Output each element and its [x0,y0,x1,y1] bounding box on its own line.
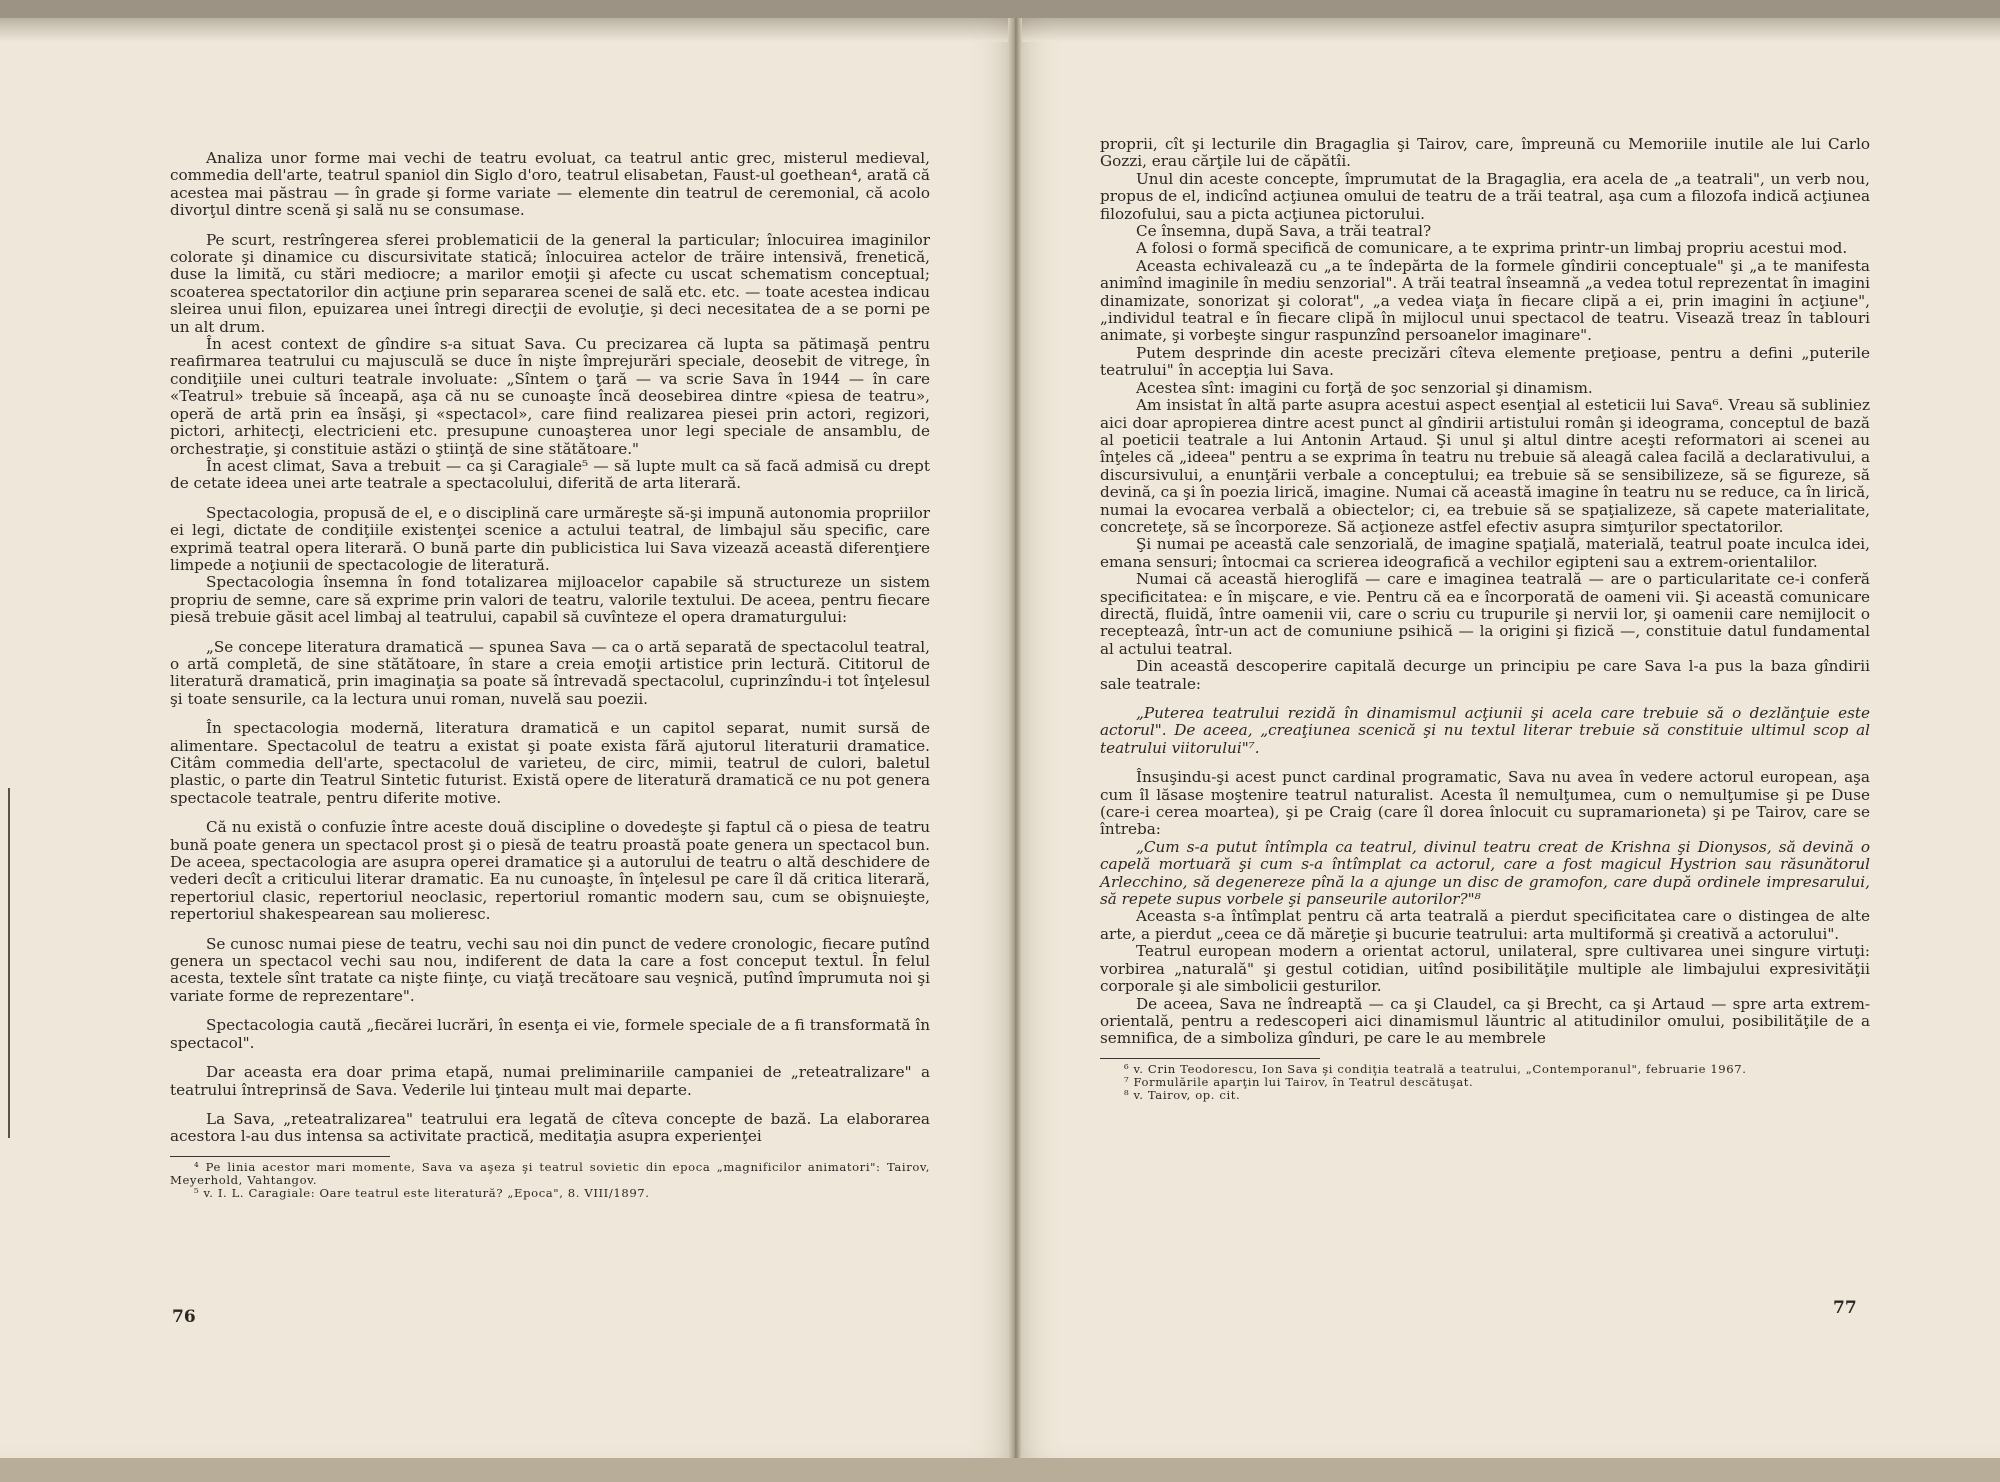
paragraph: Spectacologia însemna în fond totalizarea mijloacelor capabile să structureze un sistem propriu de semne, care să exprime prin valori de teatru, valorile textului. De aceea, pentru fiecare piesă trebuie găsit acel limbaj al teatrului, capabil să cuvînteze el opera dramaturgului: [170,573,930,627]
paragraph: La Sava, „reteatralizarea" teatrului era legată de cîteva concepte de bază. La elaborarea acestora l-au dus intensa sa activitate practică, meditaţia asupra experienţei [170,1109,930,1146]
paragraph: Am insistat în altă parte asupra acestui aspect esenţial al esteticii lui Sava⁶. Vreau să subliniez aici doar apropierea dintre acest punct al gîndirii artistului român şi ideograma, conceptul de bază al poeticii teatrale a lui Antonin Artaud. Şi unul şi altul dintre aceşti reformatori ai scenei au înţeles că „ideea" pentru a se exprima în teatru nu trebuie să aleagă calea facilă a declarativului, a discursivului, a enunţării verbale a conceptului; ea trebuie să se sensibilizeze, să se figureze, să devină, ca şi în poezia lirică, imagine. Numai că această imagine în teatru nu se reduce, ca în lirică, numai la evocarea verbală a obiectelor; ci, ea trebuie să se spaţializeze, să capete materialitate, concreteţe, să se încorporeze. Să acţioneze astfel efectiv asupra simţurilor spectatorilor. [1100,396,1870,536]
page-number: 76 [172,1307,196,1327]
footnote: ⁸ v. Tairov, op. cit. [1124,1087,1241,1102]
page-edge [0,1458,2000,1482]
paragraph: Spectacologia caută „fiecărei lucrări, în esenţa ei vie, formele speciale de a fi transformată în spectacol". [170,1016,930,1052]
footnote: ⁴ Pe linia acestor mari momente, Sava va aşeza şi teatrul sovietic din epoca „magnificilor animatori": Tairov, Meyerhold, Vahtangov. [170,1159,930,1187]
paragraph: Dar aceasta era doar prima etapă, numai preliminariile campaniei de „reteatralizare" a teatrului întreprinsă de Sava. Vederile lui ţinteau mult mai departe. [170,1063,930,1099]
paragraph: Putem desprinde din aceste precizări cîteva elemente preţioase, pentru a defini „puterile teatrului" în accepţia lui Sava. [1100,343,1870,380]
footnote-rule [1100,1058,1320,1059]
paragraph: Spectacologia, propusă de el, e o disciplină care urmăreşte să-şi impună autonomia propriilor ei legi, dictate de condiţiile existenţei scenice a actului teatral, de limbajul său specific, care exprimă teatral opera literară. O bună parte din publicistica lui Sava vizează această diferenţiere limpede a noţiunii de spectacologie de literatură. [170,503,930,574]
quote-paragraph: „Cum s-a putut întîmpla ca teatrul, divinul teatru creat de Krishna şi Dionysos, să devină o capelă mortuară şi cum s-a întîmplat ca actorul, care a fost magicul Hystrion sau răsunătorul Arlecchino, să degenereze pînă la a ajunge un disc de gramofon, care după ordinele impresarului, să repete supus vorbele şi panseurile autorilor?"⁸ [1100,837,1870,909]
paragraph: Şi numai pe această cale senzorială, de imagine spaţială, materială, teatrul poate inculca idei, emana sensuri; întocmai ca scrierea ideografică a vechilor egipteni sau a extrem-orientalilor. [1100,535,1870,571]
left-page [0,18,1015,1458]
left-page-text [170,150,930,1200]
footnote-rule [170,1156,390,1157]
quote-paragraph: „Puterea teatrului rezidă în dinamismul acţiunii şi acela care trebuie să o dezlănţuie este actorul". De aceea, „creaţiunea scenică şi nu textul literar trebuie să constituie ultimul scop al teatrului viitorului"⁷. [1100,704,1870,757]
paragraph: Acestea sînt: imagini cu forţă de şoc senzorial şi dinamism. [1136,378,1593,397]
footnote: ⁵ v. I. L. Caragiale: Oare teatrul este literatură? „Epoca", 8. VIII/1897. [194,1185,650,1200]
paragraph: Unul din aceste concepte, împrumutat de la Bragaglia, era acela de „a teatrali", un verb nou, propus de el, indicînd acţiunea omului de teatru de a trăi teatral, aşa cum a filozofa indică acţiunea filozofului, sau a picta acţiunea pictorului. [1100,169,1870,223]
paragraph: Teatrul european modern a orientat actorul, unilateral, spre cultivarea unei singure virtuţi: vorbirea „naturală" şi gestul cotidian, uitînd posibilităţile multiple ale limbajului expresivităţii corporale şi ale simbolicii gesturilor. [1100,942,1870,996]
paragraph: Analiza unor forme mai vechi de teatru evoluat, ca teatrul antic grec, misterul medieval, commedia dell'arte, teatrul spaniol din Siglo d'oro, teatrul elisabetan, Faust-ul goethean⁴, arată că acestea mai păstrau — în grade şi forme variate — elemente din teatrul de ceremonial, că acolo divorţul dintre scenă şi sală nu se consumase. [170,149,930,220]
paragraph: Numai că această hieroglifă — care e imaginea teatrală — are o particularitate ce-i conferă specificitatea: e în mişcare, e vie. Pentru că ea e încorporată de oameni vii. Şi această comunicare directă, fluidă, între oamenii vii, care o scriu cu trupurile şi nervii lor, şi oamenii care nemijlocit o recepteazâ, într-un act de comuniune psihică — la origini şi fizică —, constituie datul fundamental al actului teatral. [1100,570,1870,658]
right-page-text [1100,136,1870,1102]
paragraph: De aceea, Sava ne îndreaptă — ca şi Claudel, ca şi Brecht, ca şi Artaud — spre arta extrem-orientală, pentru a redescoperi aici dinamismul lăuntric al atitudinilor omului, posibilităţile de a semnifica, de a simboliza gînduri, pe care le au membrele [1100,994,1870,1048]
paragraph: În acest context de gîndire s-a situat Sava. Cu precizarea că lupta sa pătimaşă pentru reafirmarea teatrului cu majusculă se duce în nişte împrejurări speciale, deosebit de vitrege, în condiţiile unei culturi teatrale involuate: „Sîntem o ţară — va scrie Sava în 1944 — în care «Teatrul» trebuie să înceapă, aşa că nu se cunoaşte încă deosebirea dintre «piesa de teatru», operă de artă prin ea însăşi, şi «spectacol», care fiind realizarea piesei prin actori, regizori, pictori, arhitecţi, electricieni etc. presupune cunoaşterea unor legi speciale de ansamblu, de orchestraţie, şi constituie astăzi o ştiinţă de sine stătătoare." [170,335,930,458]
book-gutter [1008,18,1022,1458]
paragraph: proprii, cît şi lecturile din Bragaglia şi Tairov, care, împreună cu Memoriile inutile ale lui Carlo Gozzi, erau cărţile lui de căpătîi. [1100,135,1870,171]
page-top-shadow [0,18,1015,42]
paragraph: În acest climat, Sava a trebuit — ca şi Caragiale⁵ — să lupte mult ca să facă admisă cu drept de cetate ideea unei arte teatrale a spectacolului, diferită de arta literară. [170,456,930,493]
margin-mark [8,788,10,1138]
page-number: 77 [1833,1298,1857,1318]
paragraph: A folosi o formă specifică de comunicare, a te exprima printr-un limbaj propriu acestui mod. [1136,239,1848,258]
paragraph: Însuşindu-şi acest punct cardinal programatic, Sava nu avea în vedere actorul european, aşa cum îl lăsase moştenire teatrul naturalist. Acesta îl nemulţumea, cum o nemulţumise şi pe Duse (care-i cerea moartea), şi pe Craig (care îl dorea înlocuit cu supramarioneta) şi pe Tairov, care se întreba: [1100,768,1870,839]
paragraph: Pe scurt, restrîngerea sferei problematicii de la general la particular; înlocuirea imaginilor colorate şi dinamice cu discursivitate statică; înlocuirea actelor de trăire intensivă, frenetică, duse la limită, cu stări mediocre; a marilor emoţii şi afecte cu uscat schematism conceptual; scoaterea spectatorilor din acţiune prin separarea scenei de sală etc. etc. — toate acestea indicau sleirea unui filon, epuizarea unei întregi direcţii de evoluţie, şi deci necesitatea de a se porni pe un alt drum. [170,230,930,336]
paragraph: Ce însemna, după Sava, a trăi teatral? [1136,222,1432,241]
paragraph: Că nu există o confuzie între aceste două discipline o dovedeşte şi faptul că o piesa de teatru bună poate genera un spectacol prost şi o piesă de teatru proastă poate genera un spectacol bun. De aceea, spectacologia are asupra operei dramatice şi a autorului de teatru o altă deschidere de vederi decît a criticului literar dramatic. Ea nu cunoaşte, în înţelesul pe care îl dă critica literară, repertoriul clasic, repertoriul neoclasic, repertoriul romantic modern sau, cum se obişnuieşte, repertoriul shakespearean sau molieresc. [170,818,930,924]
page-top-shadow [1015,18,2000,42]
paragraph: Din această descoperire capitală decurge un principiu pe care Sava l-a pus la baza gîndirii sale teatrale: [1100,657,1870,693]
paragraph: Aceasta echivalează cu „a te îndepărta de la formele gîndirii conceptuale" şi „a te manifesta animînd imaginile în mediu senzorial". A trăi teatral înseamnă „a vedea totul reprezentat în imagini dinamizate, sonorizat şi colorat", „a vedea viaţa în fiecare clipă a ei, prin imagini în acţiune", „individul teatral e în fiecare clipă în mijlocul unui spectacol de teatru. Visează treaz în tablouri animate, şi vorbeşte singur raspunzînd persoanelor imaginare". [1100,256,1870,345]
right-page [1015,18,2000,1458]
paragraph: Aceasta s-a întîmplat pentru că arta teatrală a pierdut specificitatea care o distingea de alte arte, a pierdut „ceea ce dă măreţie şi bucurie teatrului: arta multiformă şi creativă a actorului". [1100,907,1870,943]
footnote: ⁶ v. Crin Teodorescu, Ion Sava şi condiţia teatrală a teatrului, „Contemporanul", februarie 1967. [1124,1061,1747,1076]
footnote: ⁷ Formulările aparţin lui Tairov, în Teatrul descătuşat. [1124,1074,1474,1089]
paragraph: Se cunosc numai piese de teatru, vechi sau noi din punct de vedere cronologic, fiecare putînd genera un spectacol vechi sau nou, indiferent de data la care a fost conceput textul. În felul acesta, textele sînt tratate ca nişte fiinţe, cu viaţă trecătoare sau veşnică, putînd împrumuta noi şi variate forme de reprezentare". [170,934,930,1005]
quote-paragraph: „Se concepe literatura dramatică — spunea Sava — ca o artă separată de spectacolul teatral, o artă completă, de sine stătătoare, în stare a creia emoţii artistice prin lectură. Cititorul de literatură dramatică, prin imaginaţia sa poate să întrevadă spectacolul, cuprinzîndu-i tot înţelesul şi toate sensurile, ca la lectura unui roman, nuvelă sau poezii. [170,637,930,708]
paragraph: În spectacologia modernă, literatura dramatică e un capitol separat, numit sursă de alimentare. Spectacolul de teatru a existat şi poate exista fără ajutorul literaturii dramatice. Citâm commedia dell'arte, spectacolul de varieteu, de circ, mimii, teatrul de culori, baletul plastic, o parte din Teatrul Sintetic futurist. Există opere de literatură dramatică ce nu pot genera spectacole teatrale, pentru diferite motive. [170,719,930,807]
